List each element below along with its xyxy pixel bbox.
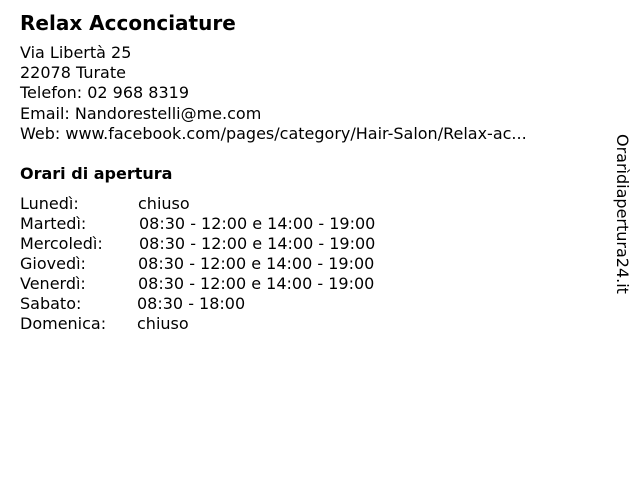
time-value: 08:30 - 12:00 e 14:00 - 19:00	[138, 254, 375, 273]
time-value: 08:30 - 12:00 e 14:00 - 19:00	[139, 234, 376, 253]
day-label: Giovedì:	[20, 254, 86, 273]
day-label: Lunedì:	[20, 194, 79, 213]
time-value: chiuso	[137, 314, 189, 333]
address-city: 22078 Turate	[20, 63, 126, 83]
business-name: Relax Acconciature	[20, 11, 236, 35]
site-watermark: Orarìdiapertura24.it	[613, 134, 632, 294]
business-contact-block	[20, 43, 527, 144]
web-line: Web: www.facebook.com/pages/category/Hair-Salon/Relax-ac...	[20, 123, 527, 143]
day-label: Martedì:	[20, 214, 87, 233]
time-value: 08:30 - 12:00 e 14:00 - 19:00	[139, 214, 376, 233]
opening-hours-title: Orari di apertura	[20, 164, 173, 183]
day-label: Sabato:	[20, 294, 82, 313]
day-label: Mercoledì:	[20, 234, 103, 253]
phone-line: Telefon: 02 968 8319	[20, 83, 190, 103]
day-label: Domenica:	[20, 314, 107, 333]
time-value: 08:30 - 12:00 e 14:00 - 19:00	[138, 274, 375, 293]
address-street: Via Libertà 25	[20, 43, 132, 62]
email-line: Email: Nandorestelli@me.com	[20, 103, 262, 123]
day-label: Venerdì:	[20, 274, 86, 293]
time-value: chiuso	[138, 194, 190, 213]
time-value: 08:30 - 18:00	[137, 294, 246, 313]
